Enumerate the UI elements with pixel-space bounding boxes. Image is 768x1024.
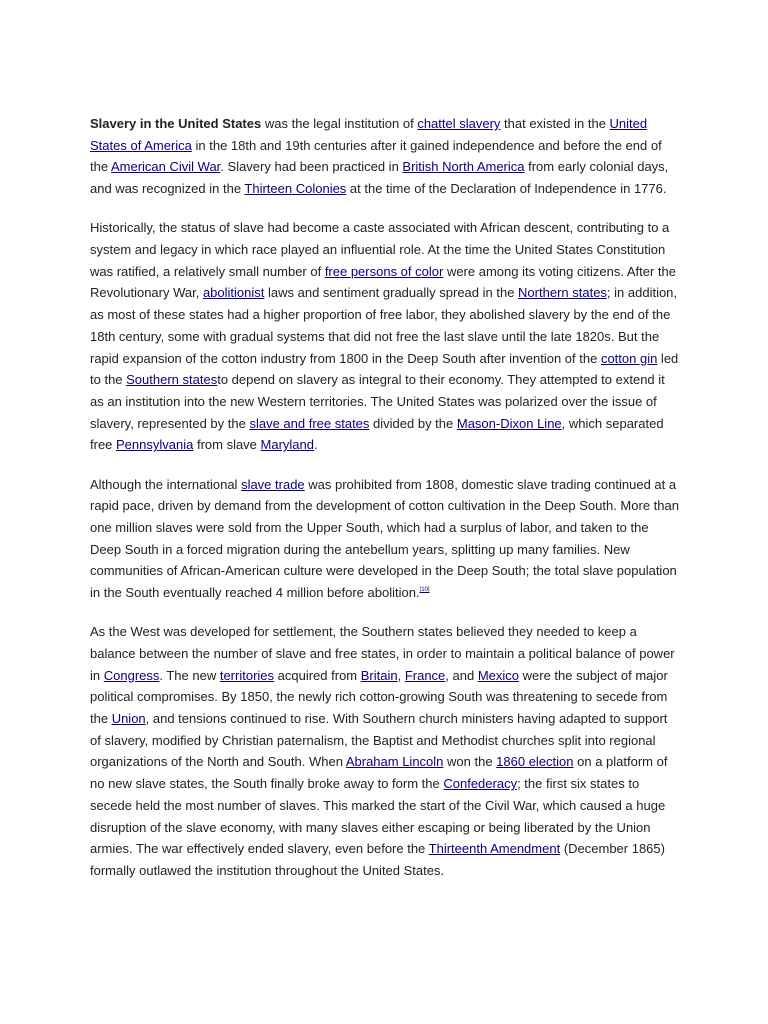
body-text: ; in addition, as most of these states had a higher proportion of free labor, they abolished slavery by the end of the 18th century, some with gradual systems that did not free the last slave until the late 1820s. But the rapid expansion of the cotton industry from 1800 in the Deep South after invention of the	[90, 285, 678, 366]
article-link[interactable]: territories	[219, 667, 275, 683]
body-text: from early colonial days, and was recognized in the	[90, 159, 669, 197]
body-text: were the subject of major political compromises. By 1850, the newly rich cotton-growing South was threatening to secede from the	[90, 667, 668, 727]
article-link[interactable]: Britain	[360, 667, 398, 683]
article-link[interactable]: slave and free states	[249, 415, 370, 431]
citation-link[interactable]: [10]	[419, 587, 430, 594]
article-link[interactable]: slave trade	[241, 476, 305, 492]
body-text: were among its voting citizens. After the Revolutionary War,	[90, 263, 676, 301]
article-link[interactable]: Thirteen Colonies	[244, 181, 347, 197]
body-text: .	[314, 437, 318, 453]
article-link[interactable]: Union	[111, 711, 146, 727]
article-title-term: Slavery in the United States	[90, 116, 262, 131]
body-text: divided by the	[369, 415, 457, 431]
article-link[interactable]: Thirteenth Amendment	[428, 841, 561, 857]
article-link[interactable]: Northern states	[518, 285, 607, 301]
body-text: was prohibited from 1808, domestic slave trading continued at a rapid pace, driven by demand from the development of cotton cultivation in the Deep South. More than one million slaves were sold from the Upper South, which had a surplus of labor, and taken to the Deep South in a forced migration during the antebellum years, splitting up many families. New communities of African-American culture were developed in the Deep South; the total slave population in the South eventually reached 4 million before abolition.	[90, 476, 679, 601]
article-link[interactable]: 1860 election	[496, 754, 574, 770]
article-link[interactable]: American Civil War	[110, 159, 221, 175]
body-text: from slave	[193, 437, 261, 453]
body-text: acquired from	[274, 667, 361, 683]
body-text: . Slavery had been practiced in	[220, 159, 403, 175]
body-text: Although the international	[90, 476, 242, 492]
article-link[interactable]: Congress	[103, 667, 160, 683]
article-link[interactable]: Maryland	[260, 437, 314, 453]
body-text: , and	[445, 667, 478, 683]
paragraph	[90, 474, 680, 604]
article-link[interactable]: France	[404, 667, 446, 683]
body-text: ,	[397, 667, 405, 683]
article-link[interactable]: Mexico	[477, 667, 520, 683]
body-text: at the time of the Declaration of Independence in 1776.	[346, 181, 667, 197]
paragraph	[90, 113, 680, 200]
body-text: (December 1865) formally outlawed the institution throughout the United States.	[90, 841, 665, 878]
article-link[interactable]: Mason-Dixon Line	[456, 415, 562, 431]
article-link[interactable]: Pennsylvania	[116, 437, 194, 453]
article-link[interactable]: United States of America	[90, 116, 648, 153]
article-link[interactable]: Confederacy	[443, 776, 518, 792]
body-text: won the	[443, 754, 497, 770]
article-link[interactable]: free persons of color	[324, 263, 444, 279]
body-text: was the legal institution of	[261, 116, 418, 131]
body-text: Historically, the status of slave had become a caste associated with African descent, contributing to a system and legacy in which race played an influential role. At the time the United States Constitution was ratified, a relatively small number of	[90, 220, 670, 279]
body-text: . The new	[159, 667, 220, 683]
body-text: on a platform of no new slave states, the South finally broke away to form the	[90, 754, 668, 792]
article-link[interactable]: Abraham Lincoln	[345, 754, 444, 770]
body-text: ; the first six states to secede held the most number of slaves. This marked the start of the Civil War, which caused a huge disruption of the slave economy, with many slaves either escaping or being liberated by the Union armies. The war effectively ended slavery, even before the	[90, 776, 666, 857]
article-link[interactable]: Southern states	[126, 372, 218, 388]
body-text: laws and sentiment gradually spread in the	[264, 285, 519, 301]
article-link[interactable]: abolitionist	[202, 285, 265, 301]
article-link[interactable]: chattel slavery	[417, 116, 501, 131]
body-text: , and tensions continued to rise. With Southern church ministers having adapted to support of slavery, modified by Christian paternalism, the Baptist and Methodist churches split into regional organizations of the North and South. When	[90, 711, 668, 770]
body-text: , which separated free	[90, 415, 664, 453]
body-text: led to the	[90, 350, 679, 388]
article-body	[90, 113, 680, 899]
body-text: to depend on slavery as integral to their economy. They attempted to extend it as an institution into the new Western territories. The United States was polarized over the issue of slavery, represented by the	[90, 372, 665, 431]
body-text: in the 18th and 19th centuries after it gained independence and before the end of the	[90, 137, 662, 175]
article-link[interactable]: cotton gin	[600, 350, 658, 366]
article-link[interactable]: British North America	[402, 159, 525, 175]
paragraph	[90, 217, 680, 456]
body-text: that existed in the	[500, 116, 610, 131]
body-text: As the West was developed for settlement, the Southern states believed they needed to keep a balance between the number of slave and free states, in order to maintain a political balance of power in	[90, 624, 675, 683]
paragraph	[90, 621, 680, 881]
citation	[420, 587, 430, 593]
